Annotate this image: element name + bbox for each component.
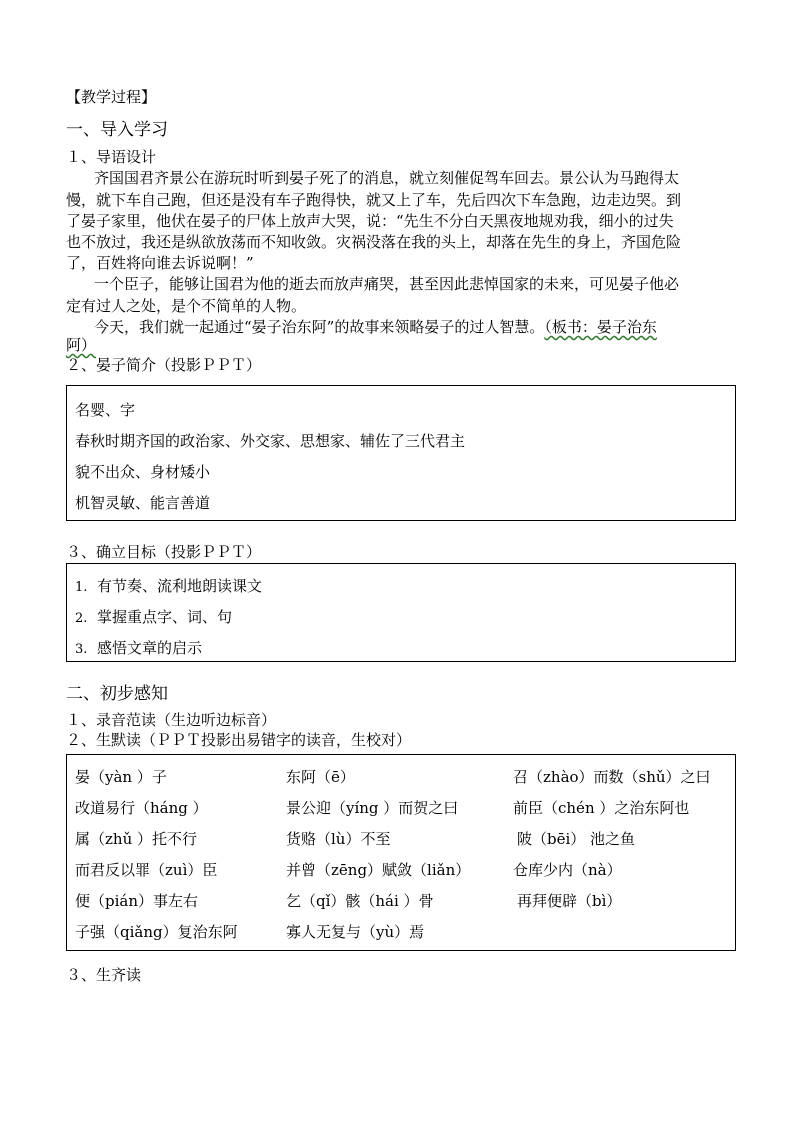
pinyin-item: 属（zhǔ ）托不行 [75, 830, 197, 848]
paragraph-line: 一个臣子，能够让国君为他的逝去而放声痛哭，甚至因此悲悼国家的未来，可见晏子他必 [94, 275, 680, 293]
paragraph-line: 慢，就下车自己跑，但还是没有车子跑得快，就又上了车，先后四次下车急跑，边走边哭。到 [66, 191, 682, 209]
pinyin-item: 晏（yàn ）子 [75, 768, 167, 786]
profile-item: 名婴、字 [75, 401, 136, 419]
paragraph-line: 了，百姓将向谁去诉说啊！” [66, 254, 254, 272]
pinyin-item: 召（zhào）而数（shǔ）之曰 [513, 768, 711, 786]
pinyin-item: 陂（bēi） 池之鱼 [517, 830, 636, 848]
subheading-goals: ３、确立目标（投影ＰＰＴ） [66, 543, 262, 561]
subheading-profile: ２、晏子简介（投影ＰＰＴ） [66, 356, 262, 374]
board-note: （板书：晏子治东 [544, 318, 657, 336]
pinyin-item: 改道易行（háng ） [75, 799, 208, 817]
pinyin-item: 乞（qǐ）骸（hái ）骨 [286, 892, 434, 910]
pinyin-item: 寡人无复与（yù）焉 [286, 923, 425, 941]
board-note: 阿） [66, 336, 97, 354]
pinyin-item: 景公迎（yíng ）而贺之曰 [286, 799, 459, 817]
goal-number: 2. [75, 611, 88, 626]
pinyin-item: 东阿（ē） [286, 768, 355, 786]
section-title-2: 二、初步感知 [66, 684, 168, 704]
pinyin-item: 而君反以罪（zuì）臣 [75, 861, 218, 879]
subheading-read-aloud: ３、生齐读 [66, 966, 142, 984]
profile-box [66, 385, 736, 521]
section-header: 【教学过程】 [66, 88, 157, 106]
goal-number: 3. [75, 642, 88, 657]
goal-text: 掌握重点字、词、句 [97, 608, 233, 626]
paragraph-line: 也不放过，我还是纵欲放荡而不知收敛。灾祸没落在我的头上，却落在先生的身上，齐国危险 [66, 233, 682, 251]
pinyin-item: 再拜便辟（bì） [517, 892, 622, 910]
paragraph-line [66, 335, 96, 355]
subheading-silent-read: ２、生默读（ＰＰＴ投影出易错字的读音，生校对） [66, 731, 412, 749]
paragraph-line: 定有过人之处，是个不简单的人物。 [66, 297, 307, 315]
pinyin-item: 便（pián）事左右 [75, 892, 199, 910]
goal-number: 1. [75, 580, 88, 595]
goal-item [75, 575, 262, 596]
paragraph-line: 齐国国君齐景公在游玩时听到晏子死了的消息，就立刻催促驾车回去。景公认为马跑得太 [94, 169, 680, 187]
goals-box [66, 563, 736, 662]
pinyin-item: 仓库少内（nà） [513, 861, 622, 879]
pinyin-item: 前臣（chén ）之治东阿也 [513, 799, 690, 817]
profile-item: 貌不出众、身材矮小 [75, 463, 211, 481]
goal-item [75, 606, 232, 627]
pinyin-item: 并曾（zēng）赋敛（liǎn） [286, 861, 471, 879]
subheading-intro: １、导语设计 [66, 148, 157, 166]
pinyin-item: 货赂（lù）不至 [286, 830, 391, 848]
pinyin-box [66, 754, 736, 951]
paragraph-text: 今天，我们就一起通过“晏子治东阿”的故事来领略晏子的过人智慧。 [94, 318, 545, 336]
goal-text: 有节奏、流利地朗读课文 [97, 577, 263, 595]
goal-item [75, 637, 202, 658]
paragraph-line [94, 317, 657, 337]
profile-item: 机智灵敏、能言善道 [75, 494, 211, 512]
section-title-1: 一、导入学习 [66, 120, 168, 140]
subheading-listen: １、录音范读（生边听边标音） [66, 711, 277, 729]
paragraph-line: 了晏子家里，他伏在晏子的尸体上放声大哭，说：“先生不分白天黑夜地规劝我，细小的过失 [66, 212, 674, 230]
profile-item: 春秋时期齐国的政治家、外交家、思想家、辅佐了三代君主 [75, 432, 466, 450]
goal-text: 感悟文章的启示 [97, 639, 203, 657]
pinyin-item: 子强（qiǎng）复治东阿 [75, 923, 238, 941]
